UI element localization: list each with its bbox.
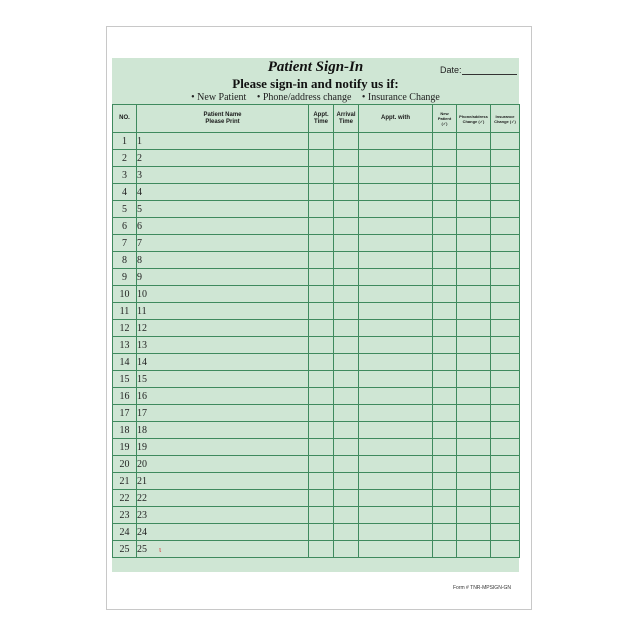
appt-time-cell[interactable] [309, 133, 334, 150]
new-patient-check-cell[interactable] [433, 422, 457, 439]
row-number [113, 286, 137, 303]
row-number [113, 167, 137, 184]
appt-with-cell[interactable] [359, 252, 433, 269]
arrival-time-cell[interactable] [334, 303, 359, 320]
appt-time-cell[interactable] [309, 422, 334, 439]
insurance-change-check-cell[interactable] [491, 150, 520, 167]
phone-address-change-check-cell[interactable] [457, 388, 491, 405]
insurance-change-check-cell[interactable] [491, 456, 520, 473]
phone-address-change-check-cell[interactable] [457, 473, 491, 490]
arrival-time-cell[interactable] [334, 167, 359, 184]
arrival-time-cell[interactable] [334, 490, 359, 507]
patient-name-cell[interactable] [137, 184, 309, 201]
phone-address-change-check-cell[interactable] [457, 269, 491, 286]
appt-with-cell[interactable] [359, 201, 433, 218]
row-number-label: 18 [119, 424, 130, 436]
patient-name-cell[interactable] [137, 133, 309, 150]
new-patient-check-cell[interactable] [433, 320, 457, 337]
new-patient-check-cell[interactable] [433, 439, 457, 456]
appt-with-cell[interactable] [359, 235, 433, 252]
header-appt-with: Appt. with [359, 105, 433, 133]
row-number-label: 14 [119, 356, 130, 368]
phone-address-change-check-cell[interactable] [457, 371, 491, 388]
row-number-label: 11 [119, 305, 130, 317]
row-number [113, 184, 137, 201]
patient-name-cell[interactable] [137, 541, 309, 558]
appt-with-cell[interactable] [359, 133, 433, 150]
phone-address-change-check-cell[interactable] [457, 354, 491, 371]
row-prefilled-number: 20 [137, 458, 147, 470]
row-number-label: 24 [119, 526, 130, 538]
appt-with-cell[interactable] [359, 405, 433, 422]
new-patient-check-cell[interactable] [433, 269, 457, 286]
table-row [113, 218, 520, 235]
form-title: Patient Sign-In [267, 59, 364, 75]
row-number-label: 6 [122, 220, 127, 232]
row-prefilled-number: 7 [137, 237, 142, 249]
row-number [113, 354, 137, 371]
phone-address-change-check-cell[interactable] [457, 184, 491, 201]
appt-with-cell[interactable] [359, 167, 433, 184]
row-prefilled-number: 9 [137, 271, 142, 283]
table-row [113, 201, 520, 218]
row-prefilled-number: 21 [137, 475, 147, 487]
phone-address-change-check-cell[interactable] [457, 201, 491, 218]
row-number [113, 269, 137, 286]
appt-time-cell[interactable] [309, 252, 334, 269]
row-number [113, 388, 137, 405]
table-row [113, 456, 520, 473]
new-patient-check-cell[interactable] [433, 201, 457, 218]
row-number [113, 405, 137, 422]
insurance-change-check-cell[interactable] [491, 201, 520, 218]
new-patient-check-cell[interactable] [433, 473, 457, 490]
phone-address-change-check-cell[interactable] [457, 218, 491, 235]
row-number [113, 456, 137, 473]
patient-name-cell[interactable] [137, 405, 309, 422]
new-patient-check-cell[interactable] [433, 388, 457, 405]
appt-with-cell[interactable] [359, 490, 433, 507]
insurance-change-check-cell[interactable] [491, 541, 520, 558]
row-number [113, 218, 137, 235]
insurance-change-check-cell[interactable] [491, 133, 520, 150]
row-prefilled-number: 13 [137, 339, 147, 351]
table-row [113, 252, 520, 269]
appt-time-cell[interactable] [309, 473, 334, 490]
table-row [113, 133, 520, 150]
row-prefilled-number: 11 [137, 305, 147, 317]
insurance-change-check-cell[interactable] [491, 388, 520, 405]
phone-address-change-check-cell[interactable] [457, 422, 491, 439]
table-row [113, 490, 520, 507]
new-patient-check-cell[interactable] [433, 184, 457, 201]
phone-address-change-check-cell[interactable] [457, 167, 491, 184]
row-number-label: 21 [119, 475, 130, 487]
row-prefilled-number: 22 [137, 492, 147, 504]
phone-address-change-check-cell[interactable] [457, 541, 491, 558]
patient-name-cell[interactable] [137, 235, 309, 252]
row-number-label: 16 [119, 390, 130, 402]
new-patient-check-cell[interactable] [433, 456, 457, 473]
row-number [113, 337, 137, 354]
row-number [113, 422, 137, 439]
arrival-time-cell[interactable] [334, 541, 359, 558]
insurance-change-check-cell[interactable] [491, 167, 520, 184]
insurance-change-check-cell[interactable] [491, 320, 520, 337]
new-patient-check-cell[interactable] [433, 150, 457, 167]
insurance-change-check-cell[interactable] [491, 235, 520, 252]
arrival-time-cell[interactable] [334, 422, 359, 439]
row-prefilled-number: 17 [137, 407, 147, 419]
patient-name-cell[interactable] [137, 150, 309, 167]
appt-time-cell[interactable] [309, 269, 334, 286]
appt-with-cell[interactable] [359, 524, 433, 541]
patient-name-cell[interactable] [137, 286, 309, 303]
table-header-row [113, 105, 520, 133]
arrival-time-cell[interactable] [334, 524, 359, 541]
row-prefilled-number: 1 [137, 135, 142, 147]
table-body [113, 133, 520, 558]
form-header [112, 58, 519, 104]
arrival-time-cell[interactable] [334, 388, 359, 405]
row-prefilled-number: 3 [137, 169, 142, 181]
patient-name-cell[interactable] [137, 507, 309, 524]
table-row [113, 388, 520, 405]
new-patient-check-cell[interactable] [433, 524, 457, 541]
row-number-label: 1 [122, 135, 127, 147]
patient-name-cell[interactable] [137, 371, 309, 388]
appt-with-cell[interactable] [359, 184, 433, 201]
patient-name-cell[interactable] [137, 269, 309, 286]
appt-time-cell[interactable] [309, 201, 334, 218]
row-number [113, 524, 137, 541]
insurance-change-check-cell[interactable] [491, 269, 520, 286]
patient-name-cell[interactable] [137, 490, 309, 507]
table-row [113, 235, 520, 252]
phone-address-change-check-cell[interactable] [457, 439, 491, 456]
arrival-time-cell[interactable] [334, 507, 359, 524]
appt-time-cell[interactable] [309, 303, 334, 320]
table-row [113, 320, 520, 337]
patient-name-cell[interactable] [137, 303, 309, 320]
insurance-change-check-cell[interactable] [491, 286, 520, 303]
patient-name-cell[interactable] [137, 320, 309, 337]
option-phone-address-change: • Phone/address change [256, 92, 352, 103]
phone-address-change-check-cell[interactable] [457, 405, 491, 422]
row-prefilled-number: 24 [137, 526, 147, 538]
new-patient-check-cell[interactable] [433, 218, 457, 235]
appt-with-cell[interactable] [359, 388, 433, 405]
appt-time-cell[interactable] [309, 337, 334, 354]
new-patient-check-cell[interactable] [433, 337, 457, 354]
patient-name-cell[interactable] [137, 456, 309, 473]
insurance-change-check-cell[interactable] [491, 422, 520, 439]
patient-name-cell[interactable] [137, 473, 309, 490]
row-number-label: 22 [119, 492, 130, 504]
sign-in-table [112, 104, 520, 558]
row-prefilled-number: 15 [137, 373, 147, 385]
arrival-time-cell[interactable] [334, 337, 359, 354]
row-number-label: 9 [122, 271, 127, 283]
phone-address-change-check-cell[interactable] [457, 337, 491, 354]
appt-with-cell[interactable] [359, 150, 433, 167]
header-insurance-change: Insurance Change (✓) [491, 105, 520, 133]
form-subtitle: Please sign-in and notify us if: [232, 76, 399, 91]
row-number [113, 201, 137, 218]
appt-time-cell[interactable] [309, 218, 334, 235]
row-number [113, 541, 137, 558]
sign-in-form [112, 58, 519, 572]
patient-name-cell[interactable] [137, 252, 309, 269]
row-number-label: 17 [119, 407, 130, 419]
table-row [113, 473, 520, 490]
row-prefilled-number: 5 [137, 203, 142, 215]
arrival-time-cell[interactable] [334, 235, 359, 252]
row-prefilled-number: 23 [137, 509, 147, 521]
appt-with-cell[interactable] [359, 473, 433, 490]
appt-with-cell[interactable] [359, 371, 433, 388]
appt-with-cell[interactable] [359, 320, 433, 337]
arrival-time-cell[interactable] [334, 405, 359, 422]
new-patient-check-cell[interactable] [433, 405, 457, 422]
new-patient-check-cell[interactable] [433, 541, 457, 558]
phone-address-change-check-cell[interactable] [457, 303, 491, 320]
row-number-label: 20 [119, 458, 130, 470]
arrival-time-cell[interactable] [334, 456, 359, 473]
table-row [113, 422, 520, 439]
table-row [113, 150, 520, 167]
appt-time-cell[interactable] [309, 184, 334, 201]
arrival-time-cell[interactable] [334, 218, 359, 235]
row-number-label: 8 [122, 254, 127, 266]
row-prefilled-number: 6 [137, 220, 142, 232]
phone-address-change-check-cell[interactable] [457, 507, 491, 524]
table-row [113, 167, 520, 184]
header-new-patient: New Patient (✓) [433, 105, 457, 133]
row-number [113, 252, 137, 269]
new-patient-check-cell[interactable] [433, 354, 457, 371]
arrival-time-cell[interactable] [334, 184, 359, 201]
insurance-change-check-cell[interactable] [491, 439, 520, 456]
row-number [113, 150, 137, 167]
arrival-time-cell[interactable] [334, 286, 359, 303]
row-number-label: 4 [122, 186, 127, 198]
row-prefilled-number: 8 [137, 254, 142, 266]
insurance-change-check-cell[interactable] [491, 218, 520, 235]
table-row [113, 507, 520, 524]
appt-time-cell[interactable] [309, 388, 334, 405]
row-prefilled-number: 14 [137, 356, 147, 368]
table-row [113, 541, 520, 558]
insurance-change-check-cell[interactable] [491, 354, 520, 371]
appt-time-cell[interactable] [309, 456, 334, 473]
appt-time-cell[interactable] [309, 524, 334, 541]
table-row [113, 439, 520, 456]
new-patient-check-cell[interactable] [433, 167, 457, 184]
phone-address-change-check-cell[interactable] [457, 286, 491, 303]
table-row [113, 405, 520, 422]
appt-with-cell[interactable] [359, 422, 433, 439]
appt-time-cell[interactable] [309, 235, 334, 252]
header-appt-time: Appt. Time [309, 105, 334, 133]
appt-with-cell[interactable] [359, 269, 433, 286]
table-row [113, 286, 520, 303]
appt-with-cell[interactable] [359, 507, 433, 524]
new-patient-check-cell[interactable] [433, 303, 457, 320]
insurance-change-check-cell[interactable] [491, 473, 520, 490]
insurance-change-check-cell[interactable] [491, 371, 520, 388]
new-patient-check-cell[interactable] [433, 507, 457, 524]
appt-time-cell[interactable] [309, 371, 334, 388]
arrival-time-cell[interactable] [334, 133, 359, 150]
option-new-patient: • New Patient [191, 92, 247, 103]
patient-name-cell[interactable] [137, 218, 309, 235]
arrival-time-cell[interactable] [334, 473, 359, 490]
phone-address-change-check-cell[interactable] [457, 320, 491, 337]
arrival-time-cell[interactable] [334, 252, 359, 269]
appt-with-cell[interactable] [359, 541, 433, 558]
row-number-label: 19 [119, 441, 130, 453]
table-row [113, 371, 520, 388]
new-patient-check-cell[interactable] [433, 371, 457, 388]
appt-time-cell[interactable] [309, 439, 334, 456]
form-code: Form # TNR-MPSIGN-GN [453, 585, 511, 591]
row-number-label: 3 [122, 169, 127, 181]
row-number [113, 303, 137, 320]
phone-address-change-check-cell[interactable] [457, 235, 491, 252]
insurance-change-check-cell[interactable] [491, 490, 520, 507]
red-pen-mark: ι [159, 544, 162, 554]
phone-address-change-check-cell[interactable] [457, 524, 491, 541]
appt-time-cell[interactable] [309, 320, 334, 337]
insurance-change-check-cell[interactable] [491, 303, 520, 320]
notify-options [112, 92, 519, 103]
row-number-label: 25 [119, 543, 130, 555]
insurance-change-check-cell[interactable] [491, 507, 520, 524]
row-number-label: 13 [119, 339, 130, 351]
phone-address-change-check-cell[interactable] [457, 252, 491, 269]
row-number [113, 439, 137, 456]
table-row [113, 303, 520, 320]
row-number-label: 2 [122, 152, 127, 164]
table-row [113, 269, 520, 286]
new-patient-check-cell[interactable] [433, 286, 457, 303]
appt-with-cell[interactable] [359, 354, 433, 371]
table-row [113, 524, 520, 541]
row-number-label: 23 [119, 509, 130, 521]
date-field-line[interactable] [462, 74, 517, 75]
arrival-time-cell[interactable] [334, 354, 359, 371]
appt-with-cell[interactable] [359, 439, 433, 456]
row-number [113, 507, 137, 524]
row-number-label: 15 [119, 373, 130, 385]
patient-name-cell[interactable] [137, 422, 309, 439]
row-prefilled-number: 19 [137, 441, 147, 453]
appt-with-cell[interactable] [359, 218, 433, 235]
arrival-time-cell[interactable] [334, 371, 359, 388]
arrival-time-cell[interactable] [334, 439, 359, 456]
appt-with-cell[interactable] [359, 303, 433, 320]
appt-with-cell[interactable] [359, 286, 433, 303]
patient-name-cell[interactable] [137, 388, 309, 405]
patient-name-cell[interactable] [137, 167, 309, 184]
patient-name-cell[interactable] [137, 439, 309, 456]
header-phone-address-change: Phone/address Change (✓) [457, 105, 491, 133]
table-row [113, 354, 520, 371]
row-number [113, 133, 137, 150]
insurance-change-check-cell[interactable] [491, 184, 520, 201]
row-number-label: 5 [122, 203, 127, 215]
patient-name-cell[interactable] [137, 354, 309, 371]
table-row [113, 337, 520, 354]
new-patient-check-cell[interactable] [433, 252, 457, 269]
new-patient-check-cell[interactable] [433, 133, 457, 150]
insurance-change-check-cell[interactable] [491, 405, 520, 422]
arrival-time-cell[interactable] [334, 269, 359, 286]
appt-time-cell[interactable] [309, 354, 334, 371]
header-no: NO. [113, 105, 137, 133]
row-prefilled-number: 2 [137, 152, 142, 164]
row-number [113, 490, 137, 507]
appt-time-cell[interactable] [309, 150, 334, 167]
option-insurance-change: • Insurance Change [361, 92, 440, 103]
row-prefilled-number: 4 [137, 186, 142, 198]
row-prefilled-number: 18 [137, 424, 147, 436]
arrival-time-cell[interactable] [334, 150, 359, 167]
insurance-change-check-cell[interactable] [491, 252, 520, 269]
phone-address-change-check-cell[interactable] [457, 490, 491, 507]
patient-name-cell[interactable] [137, 524, 309, 541]
appt-time-cell[interactable] [309, 541, 334, 558]
phone-address-change-check-cell[interactable] [457, 150, 491, 167]
insurance-change-check-cell[interactable] [491, 337, 520, 354]
appt-time-cell[interactable] [309, 507, 334, 524]
row-number-label: 12 [119, 322, 130, 334]
appt-time-cell[interactable] [309, 490, 334, 507]
insurance-change-check-cell[interactable] [491, 524, 520, 541]
arrival-time-cell[interactable] [334, 320, 359, 337]
row-prefilled-number: 12 [137, 322, 147, 334]
row-number [113, 235, 137, 252]
date-label: Date: [440, 65, 462, 75]
patient-name-cell[interactable] [137, 337, 309, 354]
header-patient-name: Patient Name Please Print [137, 105, 309, 133]
phone-address-change-check-cell[interactable] [457, 456, 491, 473]
row-number-label: 10 [119, 288, 130, 300]
row-number-label: 7 [122, 237, 127, 249]
phone-address-change-check-cell[interactable] [457, 133, 491, 150]
appt-with-cell[interactable] [359, 456, 433, 473]
appt-time-cell[interactable] [309, 405, 334, 422]
table-row [113, 184, 520, 201]
patient-name-cell[interactable] [137, 201, 309, 218]
row-number [113, 371, 137, 388]
row-prefilled-number: 16 [137, 390, 147, 402]
arrival-time-cell[interactable] [334, 201, 359, 218]
appt-time-cell[interactable] [309, 286, 334, 303]
appt-with-cell[interactable] [359, 337, 433, 354]
row-prefilled-number: 10 [137, 288, 147, 300]
header-arrival-time: Arrival Time [334, 105, 359, 133]
row-number [113, 320, 137, 337]
new-patient-check-cell[interactable] [433, 235, 457, 252]
new-patient-check-cell[interactable] [433, 490, 457, 507]
row-number [113, 473, 137, 490]
appt-time-cell[interactable] [309, 167, 334, 184]
row-prefilled-number: 25 [137, 543, 147, 555]
